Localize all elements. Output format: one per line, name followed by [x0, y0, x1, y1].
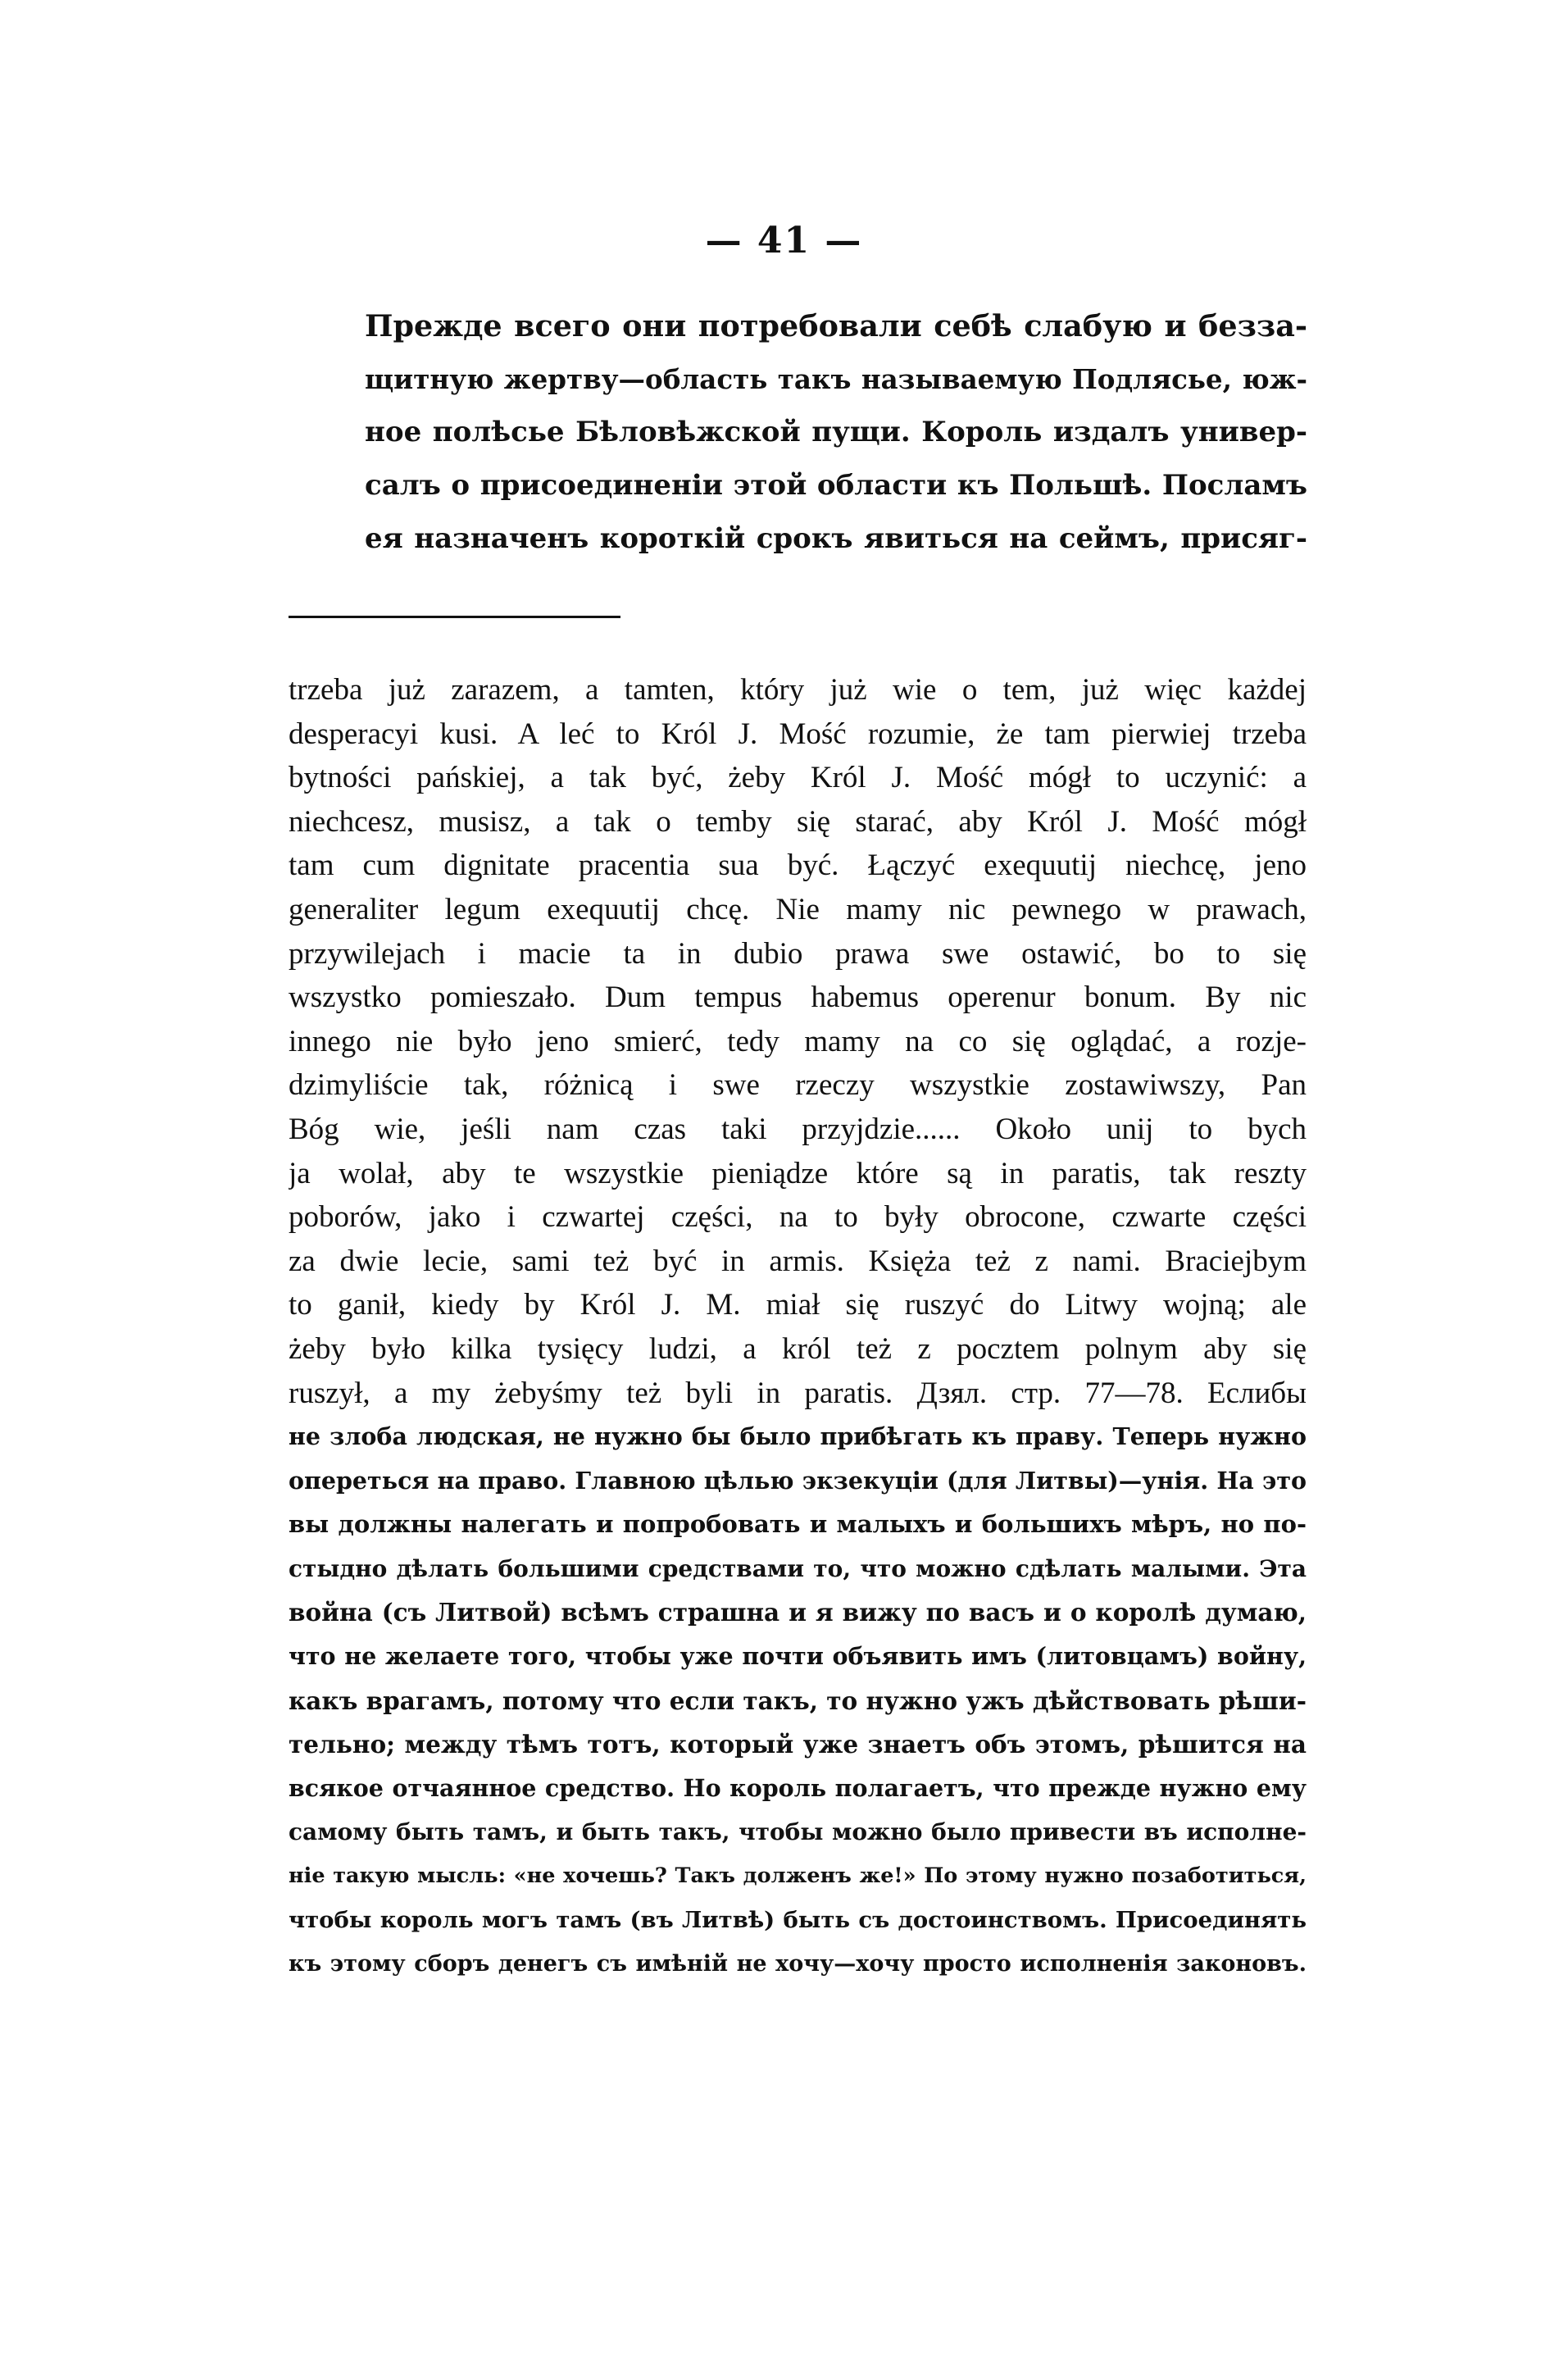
main-line: ное полѣсье Бѣловѣжской пущи. Король издалъ универ- — [365, 416, 1307, 448]
footnote-line: тельно; между тѣмъ тотъ, который уже знаетъ объ этомъ, рѣшится на — [289, 1730, 1307, 1759]
footnote-line: żeby było kilka tysięcy ludzi, a król też z pocztem polnym aby się — [289, 1331, 1307, 1366]
footnote-line: вы должны налегать и попробовать и малыхъ и большихъ мѣръ, но по- — [289, 1510, 1307, 1539]
footnote-line: всякое отчаянное средство. Но король полагаетъ, что прежде нужно ему — [289, 1773, 1307, 1802]
footnote-line: niechcesz, musisz, a tak o temby się starać, aby Król J. Mość mógł — [289, 804, 1307, 839]
footnote-line: опереться на право. Главною цѣлью экзекуціи (для Литвы)—унія. На это — [289, 1466, 1307, 1495]
footnote-line: tam cum dignitate pracentia sua być. Łączyć exequutij niechcę, jeno — [289, 849, 1307, 883]
footnote-line: desperacyi kusi. A leć to Król J. Mość rozumie, że tam pierwiej trzeba — [289, 717, 1307, 751]
footnote-line: стыдно дѣлать большими средствами то, что можно сдѣлать малыми. Эта — [289, 1554, 1307, 1582]
footnote-line: innego nie było jeno smierć, tedy mamy na co się oglądać, a rozje- — [289, 1024, 1307, 1058]
footnote-line: чтобы король могъ тамъ (въ Литвѣ) быть съ достоинствомъ. Присоединять — [289, 1906, 1307, 1933]
footnote-block — [289, 668, 1307, 1986]
main-paragraph — [365, 299, 1307, 566]
footnote-line: to ganił, kiedy by Król J. M. miał się ruszyć do Litwy wojną; ale — [289, 1288, 1307, 1322]
page-number: — 41 — — [705, 220, 863, 262]
footnote-line: trzeba już zarazem, a tamten, który już wie o tem, już więc każdej — [289, 673, 1307, 707]
footnote-line: не злоба людская, не нужно бы было прибѣгать къ праву. Теперь нужно — [289, 1422, 1307, 1451]
footnote-line: какъ врагамъ, потому что если такъ, то нужно ужъ дѣйствовать рѣши- — [289, 1686, 1307, 1715]
footnote-line: bytności pańskiej, a tak być, żeby Król J. Mość mógł to uczynić: a — [289, 761, 1307, 795]
footnote-line: za dwie lecie, sami też być in armis. Księża też z nami. Braciejbym — [289, 1244, 1307, 1278]
footnote-divider — [289, 616, 620, 618]
footnote-line: Bóg wie, jeśli nam czas taki przyjdzie...... Około unij to bych — [289, 1112, 1307, 1146]
footnote-line: ja wolał, aby te wszystkie pieniądze które są in paratis, tak reszty — [289, 1156, 1307, 1190]
main-line: щитную жертву—область такъ называемую Подлясье, юж- — [365, 363, 1307, 395]
main-line: ея назначенъ короткій срокъ явиться на сеймъ, присяг- — [365, 522, 1307, 555]
footnote-line: dzimyliście tak, różnicą i swe rzeczy wszystkie zostawiwszy, Pan — [289, 1068, 1307, 1103]
footnote-line: ruszył, a my żebyśmy też byli in paratis. Дзял. стр. 77—78. Еслибы — [289, 1376, 1307, 1410]
main-line: салъ о присоединеніи этой области къ Польшѣ. Посламъ — [365, 469, 1307, 502]
footnote-line: poborów, jako i czwartej części, na to były obrocone, czwarte części — [289, 1200, 1307, 1235]
footnote-line: wszystko pomieszało. Dum tempus habemus operenur bonum. By nic — [289, 981, 1307, 1015]
footnote-line: къ этому сборъ денегъ съ имѣній не хочу—хочу просто исполненія законовъ. — [289, 1951, 1307, 1977]
footnote-line: ніе такую мысль: «не хочешь? Такъ долженъ же!» По этому нужно позаботиться, — [289, 1863, 1307, 1889]
footnote-line: przywilejach i macie ta in dubio prawa swe ostawić, bo to się — [289, 936, 1307, 971]
footnote-line: война (съ Литвой) всѣмъ страшна и я вижу по васъ и о королѣ думаю, — [289, 1598, 1307, 1627]
main-line: Прежде всего они потребовали себѣ слабую и безза- — [365, 308, 1307, 344]
footnote-line: что не желаете того, чтобы уже почти объявить имъ (литовцамъ) войну, — [289, 1642, 1307, 1671]
footnote-line: generaliter legum exequutij chcę. Nie mamy nic pewnego w prawach, — [289, 892, 1307, 926]
footnote-line: самому быть тамъ, и быть такъ, чтобы можно было привести въ исполне- — [289, 1818, 1307, 1846]
